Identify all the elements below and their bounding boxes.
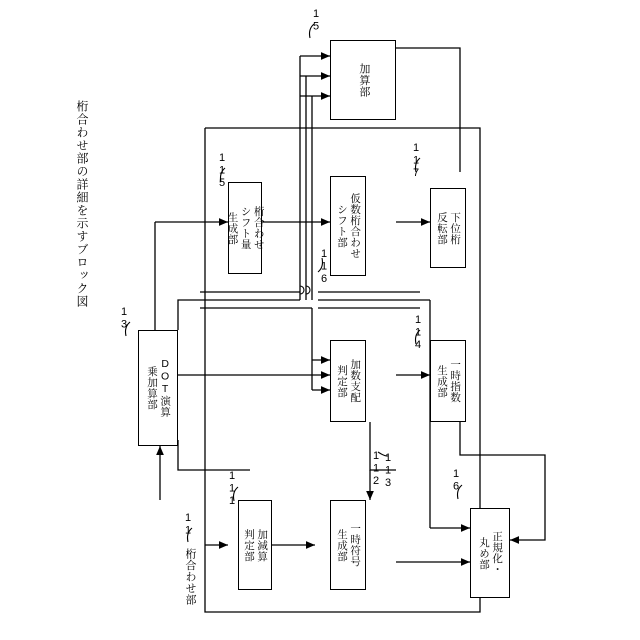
lower-digit-reverse-block-label: 下位桁 反転部 xyxy=(436,211,462,245)
temp-exponent-block[interactable] xyxy=(430,340,466,422)
ref-113: 113 xyxy=(382,452,394,490)
addend-control-block-label: 加数支配 判定部 xyxy=(336,359,362,403)
ref-111: 111 xyxy=(226,470,238,508)
temp-exponent-block-label: 一時指数 生成部 xyxy=(436,359,462,403)
adder-block-label: 加算部 xyxy=(357,62,370,98)
ref-112: 112 xyxy=(370,450,382,488)
normalize-round-block[interactable] xyxy=(470,508,510,598)
addsub-judgement-block-label: 加減算 判定部 xyxy=(243,528,269,562)
adder-block[interactable] xyxy=(330,40,396,120)
normalize-round-block-label: 正規化・ 丸め部 xyxy=(478,531,504,575)
dot-multiply-add-block[interactable] xyxy=(138,330,178,446)
temp-sign-block-label: 一時符号 生成部 xyxy=(336,523,362,567)
mantissa-shift-block-label: 仮数桁合わせ シフト部 xyxy=(336,193,362,259)
shift-amount-block-label: 桁合わせ シフト量 生成部 xyxy=(226,206,265,250)
ref-116: 116 xyxy=(318,248,330,286)
outer-region-label: 桁合わせ部 xyxy=(184,548,196,606)
ref-16: 16 xyxy=(450,468,462,493)
ref-115: 115 xyxy=(216,152,228,190)
dot-multiply-add-block-label: DOT演算 乗加算部 xyxy=(146,358,172,418)
shift-amount-block[interactable] xyxy=(226,182,265,274)
addsub-judgement-block[interactable] xyxy=(238,500,272,590)
ref-117: 117 xyxy=(410,142,422,180)
lower-digit-reverse-block[interactable] xyxy=(430,188,466,268)
ref-13: 13 xyxy=(118,306,130,331)
mantissa-shift-block[interactable] xyxy=(330,176,366,276)
ref-114: 114 xyxy=(412,314,424,352)
ref-11: 11 xyxy=(182,512,194,537)
figure-title: 桁合わせ部の詳細を示すブロック図 xyxy=(75,100,89,308)
addend-control-block[interactable] xyxy=(330,340,366,422)
temp-sign-block[interactable] xyxy=(330,500,366,590)
ref-15: 15 xyxy=(310,8,322,33)
